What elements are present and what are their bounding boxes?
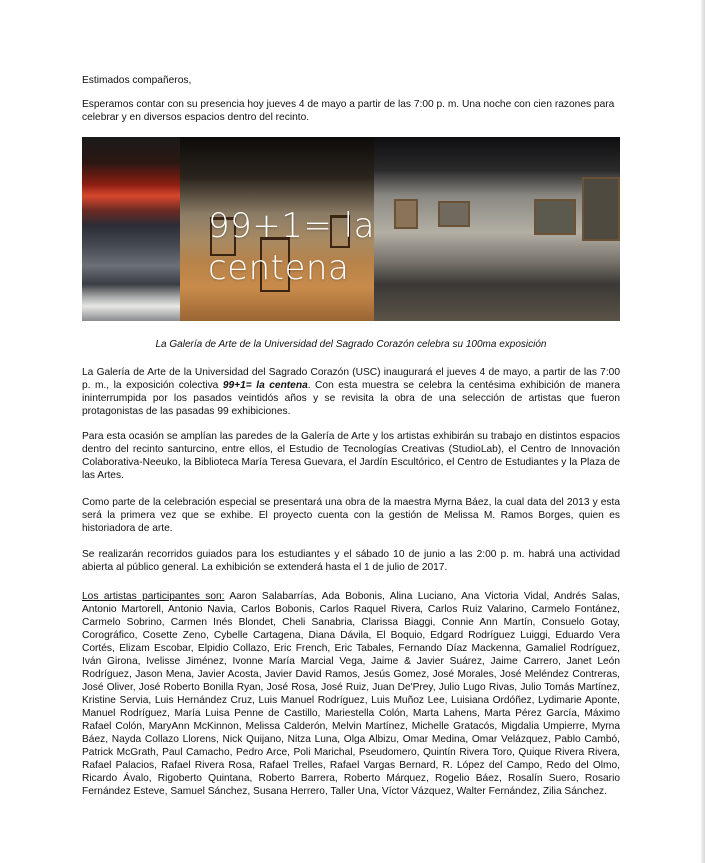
paragraph-tours: Se realizarán recorridos guiados para los estudiantes y el sábado 10 de junio a las 2:00 p. m. habrá una actividad abierta al público general. La exhibición se extenderá hasta el 1 de julio de 2017. — [82, 549, 620, 573]
paragraph-spaces: Para esta ocasión se amplían las paredes de la Galería de Arte y los artistas exhibirán su trabajo en distintos espacios dentro del recinto santurcino, entre ellos, el Estudio de Tecnologías Creativas (StudioLab), el Centro de Innovación Colaborativa-Neeuko, la Biblioteca María Teresa Guevara, el Jardín Escultórico, el Centro de Estudiantes y la Plaza de las Artes. — [82, 431, 620, 481]
banner-caption: La Galería de Arte de la Universidad del Sagrado Corazón celebra su 100ma exposición — [155, 339, 547, 350]
banner-photo-seascape — [82, 137, 180, 321]
paragraph-artists — [82, 590, 620, 798]
exhibition-title: 99+1= la centena — [222, 380, 308, 391]
exhibition-banner — [82, 137, 620, 321]
banner-title: 99+1= la centena — [208, 206, 375, 288]
artists-list: Aaron Salabarrías, Ada Bobonis, Alina Luciano, Ana Victoria Vidal, Andrés Salas, Antonio Martorell, Antonio Navia, Carlos Bobonis, Carlos Raquel Rivera, Carlos Ruiz Valarino, Carmelo Fontánez, Carmelo Sobrino, Carmen Inés Blondet, Cheli Sanabria, Clarissa Biaggi, Connie Ann Martín, Consuelo Gotay, Corográfico, Cosette Zeno, Cybelle Cartagena, Diana Dávila, El Boquio, Edgard Rodríguez Luiggi, Eduardo Vera Cortés, Elizam Escobar, Elpidio Collazo, Eric French, Eric Tabales, Fernando Díaz Mackenna, Gamaliel Rodríguez, Iván Girona, Ivelisse Jiménez, Ivonne María Marcial Vega, Jaime & Javier Suárez, Jaime Carrero, Janet León Rodríguez, Jason Mena, Javier Acosta, Javier David Ramos, Jesús Gomez, José Morales, José Meléndez Contreras, José Oliver, José Roberto Bonilla Ryan, José Rosa, José Ruiz, Juan De'Prey, Julio Lugo Rivas, Julio Tomás Martínez, Kristine Servia, Luis Hernández Cruz, Luis Manuel Rodríguez, Luis Muñoz Lee, Luisiana Ordóñez, Lydimarie Aponte, Manuel Rodríguez, María Luisa Penne de Castillo, Mariestella Colón, Marta Lahens, Marta Pérez García, Máximo Rafael Colón, MaryAnn McKinnon, Melissa Calderón, Melvin Martínez, Michelle Gratacós, Migdalia Umpierre, Myrna Báez, Nayda Collazo Llorens, Nick Quijano, Nitza Luna, Olga Albizu, Omar Medina, Omar Velázquez, Pablo Cambó, Patrick McGrath, Paul Camacho, Pedro Arce, Poli Marichal, Pseudomero, Quintín Rivera Toro, Quique Rivera Rivera, Rafael Palacios, Rafael Rivera Rosa, Rafael Trelles, Rafael Vargas Bernard, R. López del Campo, Redo del Olmo, Ricardo Ávalo, Rigoberto Quintana, Roberto Barrera, Roberto Márquez, Rogelio Báez, Rosalín Suero, Rosario Fernández Esteve, Samuel Sánchez, Susana Herrero, Taller Una, Víctor Vázquez, Walter Fernández, Zilia Sánchez. — [82, 591, 620, 797]
greeting: Estimados compañeros, — [82, 75, 192, 86]
intro-paragraph: Esperamos contar con su presencia hoy jueves 4 de mayo a partir de las 7:00 p. m. Una noche con cien razones para celebrar y en diversos espacios dentro del recinto. — [82, 99, 615, 123]
paragraph-text: La Galería de Arte de la Universidad del Sagrado Corazón (USC) inaugurará el jueves 4 de mayo, a partir de las 7:00 p. m., la exposición colectiva — [82, 367, 620, 391]
paragraph-inauguration — [82, 366, 620, 418]
painting-frame — [534, 199, 576, 235]
page-edge — [701, 0, 705, 863]
paragraph-special-work: Como parte de la celebración especial se presentará una obra de la maestra Myrna Báez, la cual data del 2013 y esta será la primera vez que se exhibe. El proyecto cuenta con la gestión de Melissa M. Ramos Borges, quien es historiadora de arte. — [82, 497, 620, 534]
painting-frame — [582, 177, 620, 241]
paragraph-text: . Con esta muestra se celebra la centésima exhibición de manera ininterrumpida por los pasados veintidós años y se revisita la obra de una selección de artistas que fueron protagonistas de las pasadas 99 exhibiciones. — [82, 380, 620, 417]
artists-label: Los artistas participantes son: — [82, 591, 225, 602]
